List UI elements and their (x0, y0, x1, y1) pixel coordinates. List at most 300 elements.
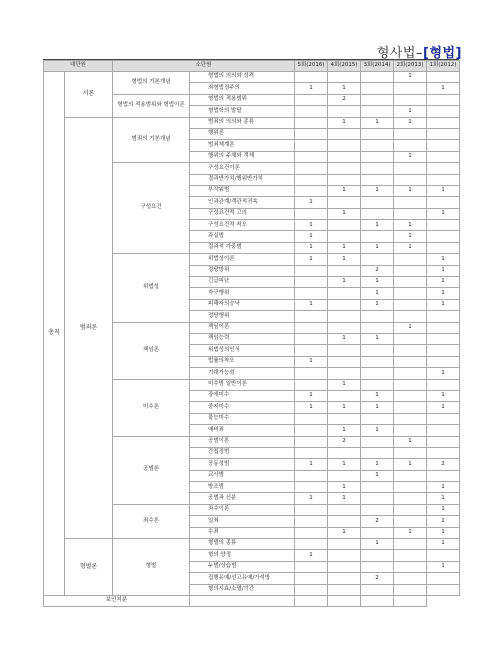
count-cell (328, 516, 361, 527)
count-cell: 1 (427, 493, 460, 504)
count-cell (427, 72, 460, 83)
count-cell (427, 311, 460, 322)
group-mid: 위법성 (113, 254, 190, 322)
count-cell (361, 163, 394, 174)
count-cell (295, 117, 328, 128)
count-cell (361, 208, 394, 219)
count-cell (394, 482, 427, 493)
count-cell: 1 (361, 117, 394, 128)
count-cell: 1 (328, 254, 361, 265)
count-cell (427, 322, 460, 333)
count-cell (361, 561, 394, 572)
header-row (44, 61, 460, 72)
count-cell (295, 128, 328, 139)
topic-label: 죄수이론 (190, 504, 295, 515)
count-cell (427, 584, 460, 595)
count-cell: 1 (394, 220, 427, 231)
count-cell: 1 (394, 242, 427, 253)
count-cell (394, 265, 427, 276)
topic-label: 불능미수 (190, 413, 295, 424)
count-cell (295, 482, 328, 493)
topic-label: 집행유예/선고유예/가석방 (190, 573, 295, 584)
count-cell: 1 (394, 185, 427, 196)
count-cell (328, 72, 361, 83)
count-cell (427, 163, 460, 174)
topic-label: 공범과 신분 (190, 493, 295, 504)
count-cell: 1 (361, 242, 394, 253)
count-cell: 2 (328, 436, 361, 447)
count-cell (361, 345, 394, 356)
count-cell (427, 197, 460, 208)
count-cell (361, 83, 394, 94)
count-cell: 2 (427, 459, 460, 470)
count-cell (361, 94, 394, 105)
count-cell (394, 390, 427, 401)
count-cell (328, 345, 361, 356)
count-cell: 1 (361, 425, 394, 436)
count-cell (394, 356, 427, 367)
count-cell: 1 (295, 356, 328, 367)
count-cell (361, 254, 394, 265)
group-mid: 미수론 (113, 379, 190, 436)
count-cell (295, 447, 328, 458)
count-cell (295, 379, 328, 390)
count-cell: 1 (394, 231, 427, 242)
count-cell (328, 595, 361, 606)
count-cell: 1 (328, 402, 361, 413)
count-cell: 1 (328, 333, 361, 344)
count-cell (295, 72, 328, 83)
count-cell: 1 (328, 482, 361, 493)
count-cell: 1 (427, 265, 460, 276)
topic-label: 범죄의 의의와 종류 (190, 117, 295, 128)
count-cell (394, 447, 427, 458)
count-cell (361, 550, 394, 561)
count-cell (295, 595, 328, 606)
count-cell (328, 390, 361, 401)
count-cell: 1 (328, 185, 361, 196)
count-cell (295, 288, 328, 299)
topic-label: 행위의 주체와 객체 (190, 151, 295, 162)
count-cell (394, 140, 427, 151)
count-cell: 1 (328, 493, 361, 504)
count-cell: 2 (361, 265, 394, 276)
topic-label: 형법의 적용범위 (190, 94, 295, 105)
count-cell (295, 151, 328, 162)
count-cell (328, 561, 361, 572)
count-cell (427, 94, 460, 105)
count-cell: 1 (361, 288, 394, 299)
count-cell (394, 413, 427, 424)
topic-label: 구성요건적 고의 (190, 208, 295, 219)
header-year: 5회(2016) (295, 61, 328, 72)
count-cell: 1 (427, 254, 460, 265)
topic-label: 형법학의 발달 (190, 106, 295, 117)
page-title: 형사법–[형법] (376, 46, 462, 61)
count-cell: 1 (361, 402, 394, 413)
count-cell (295, 174, 328, 185)
topic-label: 형의시효/소멸/기간 (190, 584, 295, 595)
count-cell: 1 (295, 390, 328, 401)
count-cell (361, 197, 394, 208)
topic-label: 형법의 의의와 성격 (190, 72, 295, 83)
count-cell: 1 (394, 117, 427, 128)
topic-label: 자구행위 (190, 288, 295, 299)
count-cell: 1 (427, 277, 460, 288)
count-cell (427, 117, 460, 128)
count-cell: 1 (427, 208, 460, 219)
count-cell (394, 128, 427, 139)
topic-label: 기대가능성 (190, 368, 295, 379)
topic-label-security-measures: 보안처분 (44, 595, 190, 606)
count-cell: 2 (361, 516, 394, 527)
count-cell (427, 345, 460, 356)
count-cell: 1 (295, 254, 328, 265)
count-cell (328, 311, 361, 322)
count-cell (328, 163, 361, 174)
count-cell (328, 220, 361, 231)
topic-label: 책임능력 (190, 333, 295, 344)
count-cell (394, 504, 427, 515)
count-cell (295, 539, 328, 550)
count-cell (427, 356, 460, 367)
count-cell (394, 163, 427, 174)
topic-label: 결과적 가중범 (190, 242, 295, 253)
topic-label: 정당행위 (190, 311, 295, 322)
count-cell: 1 (427, 368, 460, 379)
topic-label: 장애미수 (190, 390, 295, 401)
count-cell (427, 151, 460, 162)
topic-label: 행위론 (190, 128, 295, 139)
count-cell: 1 (361, 333, 394, 344)
group-mid: 형벌 (113, 539, 190, 596)
header-year: 1회(2012) (427, 61, 460, 72)
count-cell: 1 (427, 561, 460, 572)
count-cell (394, 402, 427, 413)
count-cell (328, 197, 361, 208)
topic-label: 정당방위 (190, 265, 295, 276)
topic-label: 죄형법정주의 (190, 83, 295, 94)
topic-label: 긴급피난 (190, 277, 295, 288)
group-total: 총칙 (44, 72, 65, 596)
count-cell (394, 573, 427, 584)
count-cell (295, 185, 328, 196)
count-cell (427, 447, 460, 458)
count-cell (427, 425, 460, 436)
count-cell (295, 573, 328, 584)
count-cell: 1 (295, 220, 328, 231)
count-cell (361, 311, 394, 322)
count-cell (190, 595, 295, 606)
group-mid: 형법의 적용범위와 형법이론 (113, 94, 190, 117)
count-cell (394, 94, 427, 105)
count-cell (394, 493, 427, 504)
count-cell: 1 (328, 117, 361, 128)
count-cell: 1 (295, 550, 328, 561)
count-cell: 1 (394, 72, 427, 83)
topic-label: 범죄체계론 (190, 140, 295, 151)
count-cell (295, 436, 328, 447)
count-cell (427, 413, 460, 424)
count-cell (295, 265, 328, 276)
count-cell (361, 493, 394, 504)
count-cell (361, 447, 394, 458)
count-cell (328, 299, 361, 310)
group-mid: 구성요건 (113, 163, 190, 254)
count-cell (328, 504, 361, 515)
topic-label: 부작위범 (190, 185, 295, 196)
count-cell (394, 379, 427, 390)
count-cell (394, 595, 427, 606)
count-cell (361, 322, 394, 333)
table-row (44, 72, 460, 83)
count-cell (427, 550, 460, 561)
count-cell (328, 322, 361, 333)
count-cell: 1 (427, 390, 460, 401)
count-cell (394, 174, 427, 185)
count-cell: 1 (328, 527, 361, 538)
count-cell (295, 425, 328, 436)
count-cell: 1 (394, 459, 427, 470)
count-cell (328, 470, 361, 481)
group-mid: 책임론 (113, 322, 190, 379)
count-cell (427, 174, 460, 185)
topic-label: 법률의착오 (190, 356, 295, 367)
count-cell (394, 277, 427, 288)
count-cell: 1 (427, 504, 460, 515)
count-cell (328, 368, 361, 379)
count-cell (328, 231, 361, 242)
count-cell (295, 345, 328, 356)
topic-label: 일죄 (190, 516, 295, 527)
count-cell: 1 (295, 83, 328, 94)
count-cell (361, 436, 394, 447)
count-cell (295, 208, 328, 219)
count-cell (328, 106, 361, 117)
count-cell (394, 345, 427, 356)
topic-label: 방조범 (190, 482, 295, 493)
exam-frequency-table (43, 60, 460, 607)
count-cell: 1 (361, 539, 394, 550)
count-cell: 1 (427, 185, 460, 196)
topic-label: 형벌의 종류 (190, 539, 295, 550)
count-cell (427, 379, 460, 390)
count-cell: 1 (295, 402, 328, 413)
count-cell (361, 368, 394, 379)
count-cell (427, 436, 460, 447)
count-cell: 1 (295, 459, 328, 470)
count-cell (295, 584, 328, 595)
count-cell (328, 265, 361, 276)
count-cell (328, 447, 361, 458)
count-cell (328, 174, 361, 185)
topic-label: 형의 양정 (190, 550, 295, 561)
count-cell: 1 (295, 493, 328, 504)
count-cell: 1 (361, 277, 394, 288)
count-cell (427, 573, 460, 584)
count-cell (361, 527, 394, 538)
count-cell: 1 (328, 208, 361, 219)
count-cell: 1 (394, 527, 427, 538)
count-cell (394, 254, 427, 265)
count-cell (394, 208, 427, 219)
count-cell (361, 106, 394, 117)
count-cell (361, 595, 394, 606)
count-cell (394, 333, 427, 344)
count-cell (328, 356, 361, 367)
topic-label: 공범이론 (190, 436, 295, 447)
count-cell (295, 140, 328, 151)
count-cell (427, 128, 460, 139)
count-cell (295, 470, 328, 481)
count-cell: 1 (328, 425, 361, 436)
count-cell (427, 106, 460, 117)
topic-label: 구성요건적 착오 (190, 220, 295, 231)
count-cell (361, 231, 394, 242)
count-cell (328, 140, 361, 151)
header-year: 3회(2014) (361, 61, 394, 72)
group-mid: 범죄의 기본개념 (113, 117, 190, 163)
count-cell (361, 140, 394, 151)
count-cell (295, 277, 328, 288)
count-cell (394, 550, 427, 561)
count-cell: 1 (295, 299, 328, 310)
count-cell (295, 516, 328, 527)
count-cell (394, 561, 427, 572)
topic-label: 미수범 일반이론 (190, 379, 295, 390)
count-cell (328, 550, 361, 561)
count-cell (361, 482, 394, 493)
topic-label: 책임이론 (190, 322, 295, 333)
group-mid: 형법의 기본개념 (113, 72, 190, 95)
count-cell (361, 174, 394, 185)
count-cell (328, 573, 361, 584)
count-cell (394, 470, 427, 481)
topic-label: 결과반가치/행위반가치 (190, 174, 295, 185)
topic-label: 중지미수 (190, 402, 295, 413)
topic-label: 구성요건이론 (190, 163, 295, 174)
topic-label: 공동정범 (190, 459, 295, 470)
count-cell (394, 311, 427, 322)
topic-label: 수죄 (190, 527, 295, 538)
count-cell: 1 (394, 322, 427, 333)
count-cell (394, 425, 427, 436)
count-cell: 1 (427, 539, 460, 550)
count-cell: 1 (328, 242, 361, 253)
count-cell (295, 368, 328, 379)
count-cell: 1 (394, 151, 427, 162)
count-cell: 2 (328, 94, 361, 105)
count-cell (361, 413, 394, 424)
count-cell (328, 128, 361, 139)
count-cell: 1 (427, 482, 460, 493)
count-cell (361, 128, 394, 139)
table-row (44, 595, 460, 606)
count-cell: 1 (295, 231, 328, 242)
count-cell: 1 (361, 459, 394, 470)
count-cell (394, 368, 427, 379)
count-cell (295, 94, 328, 105)
count-cell (394, 539, 427, 550)
topic-label: 위법성의인식 (190, 345, 295, 356)
topic-label: 과실범 (190, 231, 295, 242)
count-cell: 1 (427, 516, 460, 527)
count-cell (328, 539, 361, 550)
table-row (44, 117, 460, 128)
count-cell (295, 413, 328, 424)
count-cell: 1 (295, 197, 328, 208)
group-punishment: 형벌론 (65, 539, 113, 596)
header-year: 2회(2013) (394, 61, 427, 72)
count-cell: 1 (328, 277, 361, 288)
count-cell (427, 231, 460, 242)
count-cell (394, 197, 427, 208)
count-cell (427, 242, 460, 253)
count-cell: 1 (361, 299, 394, 310)
count-cell (361, 504, 394, 515)
header-major: 대단원 (44, 61, 113, 72)
count-cell: 1 (361, 470, 394, 481)
count-cell (295, 106, 328, 117)
count-cell (295, 322, 328, 333)
count-cell (295, 333, 328, 344)
header-year: 4회(2015) (328, 61, 361, 72)
count-cell: 1 (328, 459, 361, 470)
count-cell: 1 (328, 379, 361, 390)
group-intro: 서론 (65, 72, 113, 118)
header-minor: 소단원 (113, 61, 295, 72)
topic-label: 인과관계/객관적귀속 (190, 197, 295, 208)
count-cell (394, 299, 427, 310)
count-cell (328, 151, 361, 162)
count-cell (427, 333, 460, 344)
count-cell: 1 (394, 436, 427, 447)
count-cell (328, 288, 361, 299)
count-cell: 1 (427, 83, 460, 94)
count-cell (361, 72, 394, 83)
topic-label: 위법성이론 (190, 254, 295, 265)
count-cell (295, 311, 328, 322)
count-cell: 1 (427, 299, 460, 310)
topic-label: 간접정범 (190, 447, 295, 458)
count-cell (361, 151, 394, 162)
count-cell (394, 288, 427, 299)
count-cell (427, 140, 460, 151)
topic-label: 누범/상습범 (190, 561, 295, 572)
group-mid: 죄수론 (113, 504, 190, 538)
topic-label: 교사범 (190, 470, 295, 481)
count-cell: 1 (427, 527, 460, 538)
count-cell: 1 (361, 220, 394, 231)
count-cell (394, 83, 427, 94)
count-cell: 1 (295, 242, 328, 253)
count-cell (427, 220, 460, 231)
count-cell (427, 470, 460, 481)
group-mid: 공범론 (113, 436, 190, 504)
count-cell (295, 527, 328, 538)
table-row (44, 539, 460, 550)
count-cell (361, 356, 394, 367)
count-cell (361, 379, 394, 390)
topic-label: 피해자의승낙 (190, 299, 295, 310)
topic-label: 예비죄 (190, 425, 295, 436)
count-cell: 1 (361, 185, 394, 196)
count-cell (394, 584, 427, 595)
count-cell: 1 (427, 402, 460, 413)
count-cell (295, 504, 328, 515)
count-cell: 1 (394, 106, 427, 117)
count-cell: 1 (361, 390, 394, 401)
